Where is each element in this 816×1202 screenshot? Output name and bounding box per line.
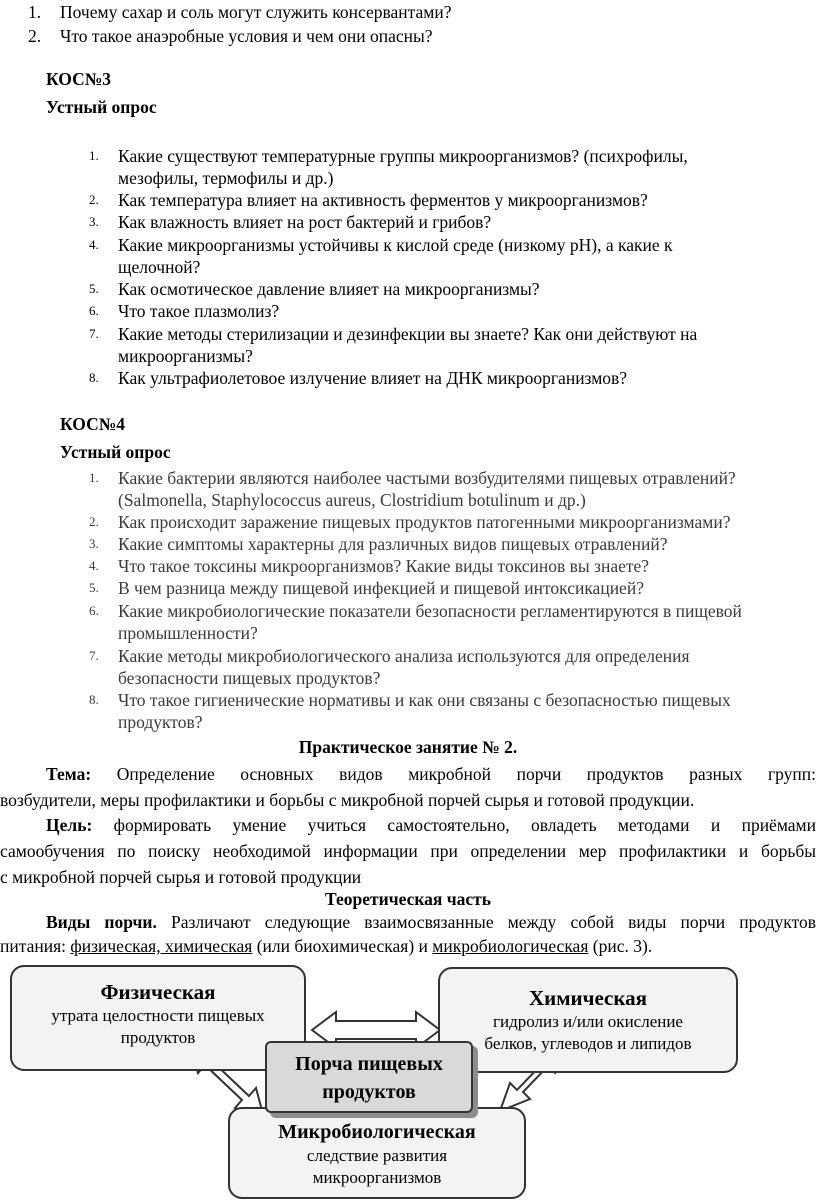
list-number: 4.	[89, 558, 99, 573]
list-item: В чем разница между пищевой инфекцией и пищевой интоксикацией?	[118, 578, 644, 598]
spoilage-paragraph	[0, 910, 816, 958]
spoilage-text-part: питания:	[0, 936, 71, 956]
section-subtitle: Устный опрос	[46, 97, 157, 117]
topic-paragraph	[0, 761, 816, 813]
list-item-continuation: промышленности?	[118, 623, 258, 643]
microbiological-title: Микробиологическая	[278, 1121, 476, 1143]
list-number: 2.	[89, 192, 99, 207]
list-item: Что такое гигиенические нормативы и как они связаны с безопасностью пищевых	[118, 690, 731, 710]
section-title: КОС№4	[60, 414, 126, 434]
topic-line-1	[0, 761, 816, 787]
physical-title: Физическая	[100, 980, 216, 1004]
list-item: Что такое плазмолиз?	[118, 301, 280, 321]
topic-line-2: возбудители, меры профилактики и борьбы с микробной порчей сырья и готовой продукции.	[0, 790, 695, 810]
list-item: Какие методы стерилизации и дезинфекции вы знаете? Как они действуют на	[118, 324, 698, 344]
chemical-title: Химическая	[528, 986, 648, 1010]
spoilage-text-part: (рис. 3).	[588, 936, 653, 956]
list-item: Какие существуют температурные группы микроорганизмов? (психрофилы,	[118, 146, 688, 166]
physical-desc-2: продуктов	[120, 1028, 196, 1047]
goal-line-1	[0, 812, 816, 838]
list-number: 8.	[89, 692, 99, 707]
list-number: 1.	[28, 2, 42, 22]
list-item: Какие методы микробиологического анализа используются для определения	[118, 646, 690, 666]
spoilage-diagram	[0, 955, 816, 1202]
physical-spoilage-box	[10, 965, 306, 1071]
list-number: 1.	[89, 470, 99, 485]
practice-title: Практическое занятие № 2.	[298, 737, 518, 757]
list-number: 7.	[89, 648, 99, 663]
list-item: Какие бактерии являются наиболее частыми возбудителями пищевых отравлений?	[118, 468, 736, 488]
spoilage-text-part: (или биохимическая) и	[252, 936, 433, 956]
center-title-2: продуктов	[322, 1081, 416, 1103]
topic-label: Тема:	[46, 764, 92, 784]
goal-label: Цель:	[46, 815, 93, 835]
list-item-continuation: мезофилы, термофилы и др.)	[118, 168, 334, 188]
list-item: Как температура влияет на активность ферментов у микроорганизмов?	[118, 190, 648, 210]
chemical-desc-1: гидролиз и/или окисление	[493, 1012, 683, 1031]
chemical-spoilage-box	[438, 967, 738, 1073]
underlined-term: микробиологическая	[432, 936, 589, 956]
underlined-term: физическая, химическая	[70, 936, 253, 956]
list-item: Что такое анаэробные условия и чем они опасны?	[60, 26, 433, 46]
list-number: 7.	[89, 326, 99, 341]
list-number: 5.	[89, 580, 99, 595]
list-item: Какие микроорганизмы устойчивы к кислой среде (низкому pH), а какие к	[118, 235, 673, 255]
section-title: КОС№3	[46, 69, 112, 89]
list-item: Как происходит заражение пищевых продуктов патогенными микроорганизмами?	[118, 512, 731, 532]
list-item-continuation: безопасности пищевых продуктов?	[118, 668, 381, 688]
list-item: Какие микробиологические показатели безопасности регламентируются в пищевой	[118, 601, 742, 621]
chemical-desc-2: белков, углеводов и липидов	[484, 1034, 692, 1053]
microbiological-desc-2: микроорганизмов	[312, 1168, 442, 1187]
list-item: Почему сахар и соль могут служить консервантами?	[60, 2, 452, 22]
microbiological-spoilage-box	[228, 1107, 526, 1199]
list-number: 2.	[89, 514, 99, 529]
spoilage-line-1	[0, 910, 816, 934]
spoilage-text: Различают следующие взаимосвязанные между собой виды порчи продуктов	[171, 912, 816, 932]
list-number: 2.	[28, 26, 42, 46]
list-item: Как влажность влияет на рост бактерий и грибов?	[118, 212, 492, 232]
list-number: 3.	[89, 536, 99, 551]
topic-text: Определение основных видов микробной порчи продуктов разных групп:	[116, 764, 816, 784]
list-item: Что такое токсины микроорганизмов? Какие виды токсинов вы знаете?	[118, 556, 650, 576]
goal-text: формировать умение учиться самостоятельно, овладеть методами и приёмами	[113, 815, 816, 835]
list-item-continuation: продуктов?	[118, 712, 203, 732]
list-number: 5.	[89, 281, 99, 296]
list-number: 6.	[89, 603, 99, 618]
microbiological-desc-1: следствие развития	[306, 1146, 448, 1165]
food-spoilage-center-box	[265, 1041, 473, 1113]
physical-desc-1: утрата целостности пищевых	[51, 1006, 265, 1025]
list-item: Как ультрафиолетовое излучение влияет на ДНК микроорганизмов?	[118, 368, 628, 388]
theory-title: Теоретическая часть	[325, 889, 491, 909]
center-title-1: Порча пищевых	[295, 1053, 443, 1075]
goal-line-2: самообучения по поиску необходимой информации при определении мер профилактики и борьбы	[0, 841, 816, 861]
microbiological-title-wrap	[230, 1119, 524, 1145]
section-subtitle: Устный опрос	[60, 442, 171, 462]
list-item-continuation: щелочной?	[118, 257, 201, 277]
spoilage-label: Виды порчи.	[46, 912, 157, 932]
list-item-continuation: микроорганизмы?	[118, 346, 253, 366]
list-item-continuation: (Salmonella, Staphylococcus aureus, Clostridium botulinum и др.)	[118, 490, 586, 510]
list-number: 3.	[89, 214, 99, 229]
list-number: 4.	[89, 237, 99, 252]
list-number: 1.	[89, 148, 99, 163]
goal-line-3: с микробной порчей сырья и готовой продукции	[0, 867, 362, 887]
list-number: 8.	[89, 370, 99, 385]
goal-paragraph	[0, 812, 816, 890]
list-item: Какие симптомы характерны для различных видов пищевых отравлений?	[118, 534, 668, 554]
list-number: 6.	[89, 303, 99, 318]
list-item: Как осмотическое давление влияет на микроорганизмы?	[118, 279, 540, 299]
